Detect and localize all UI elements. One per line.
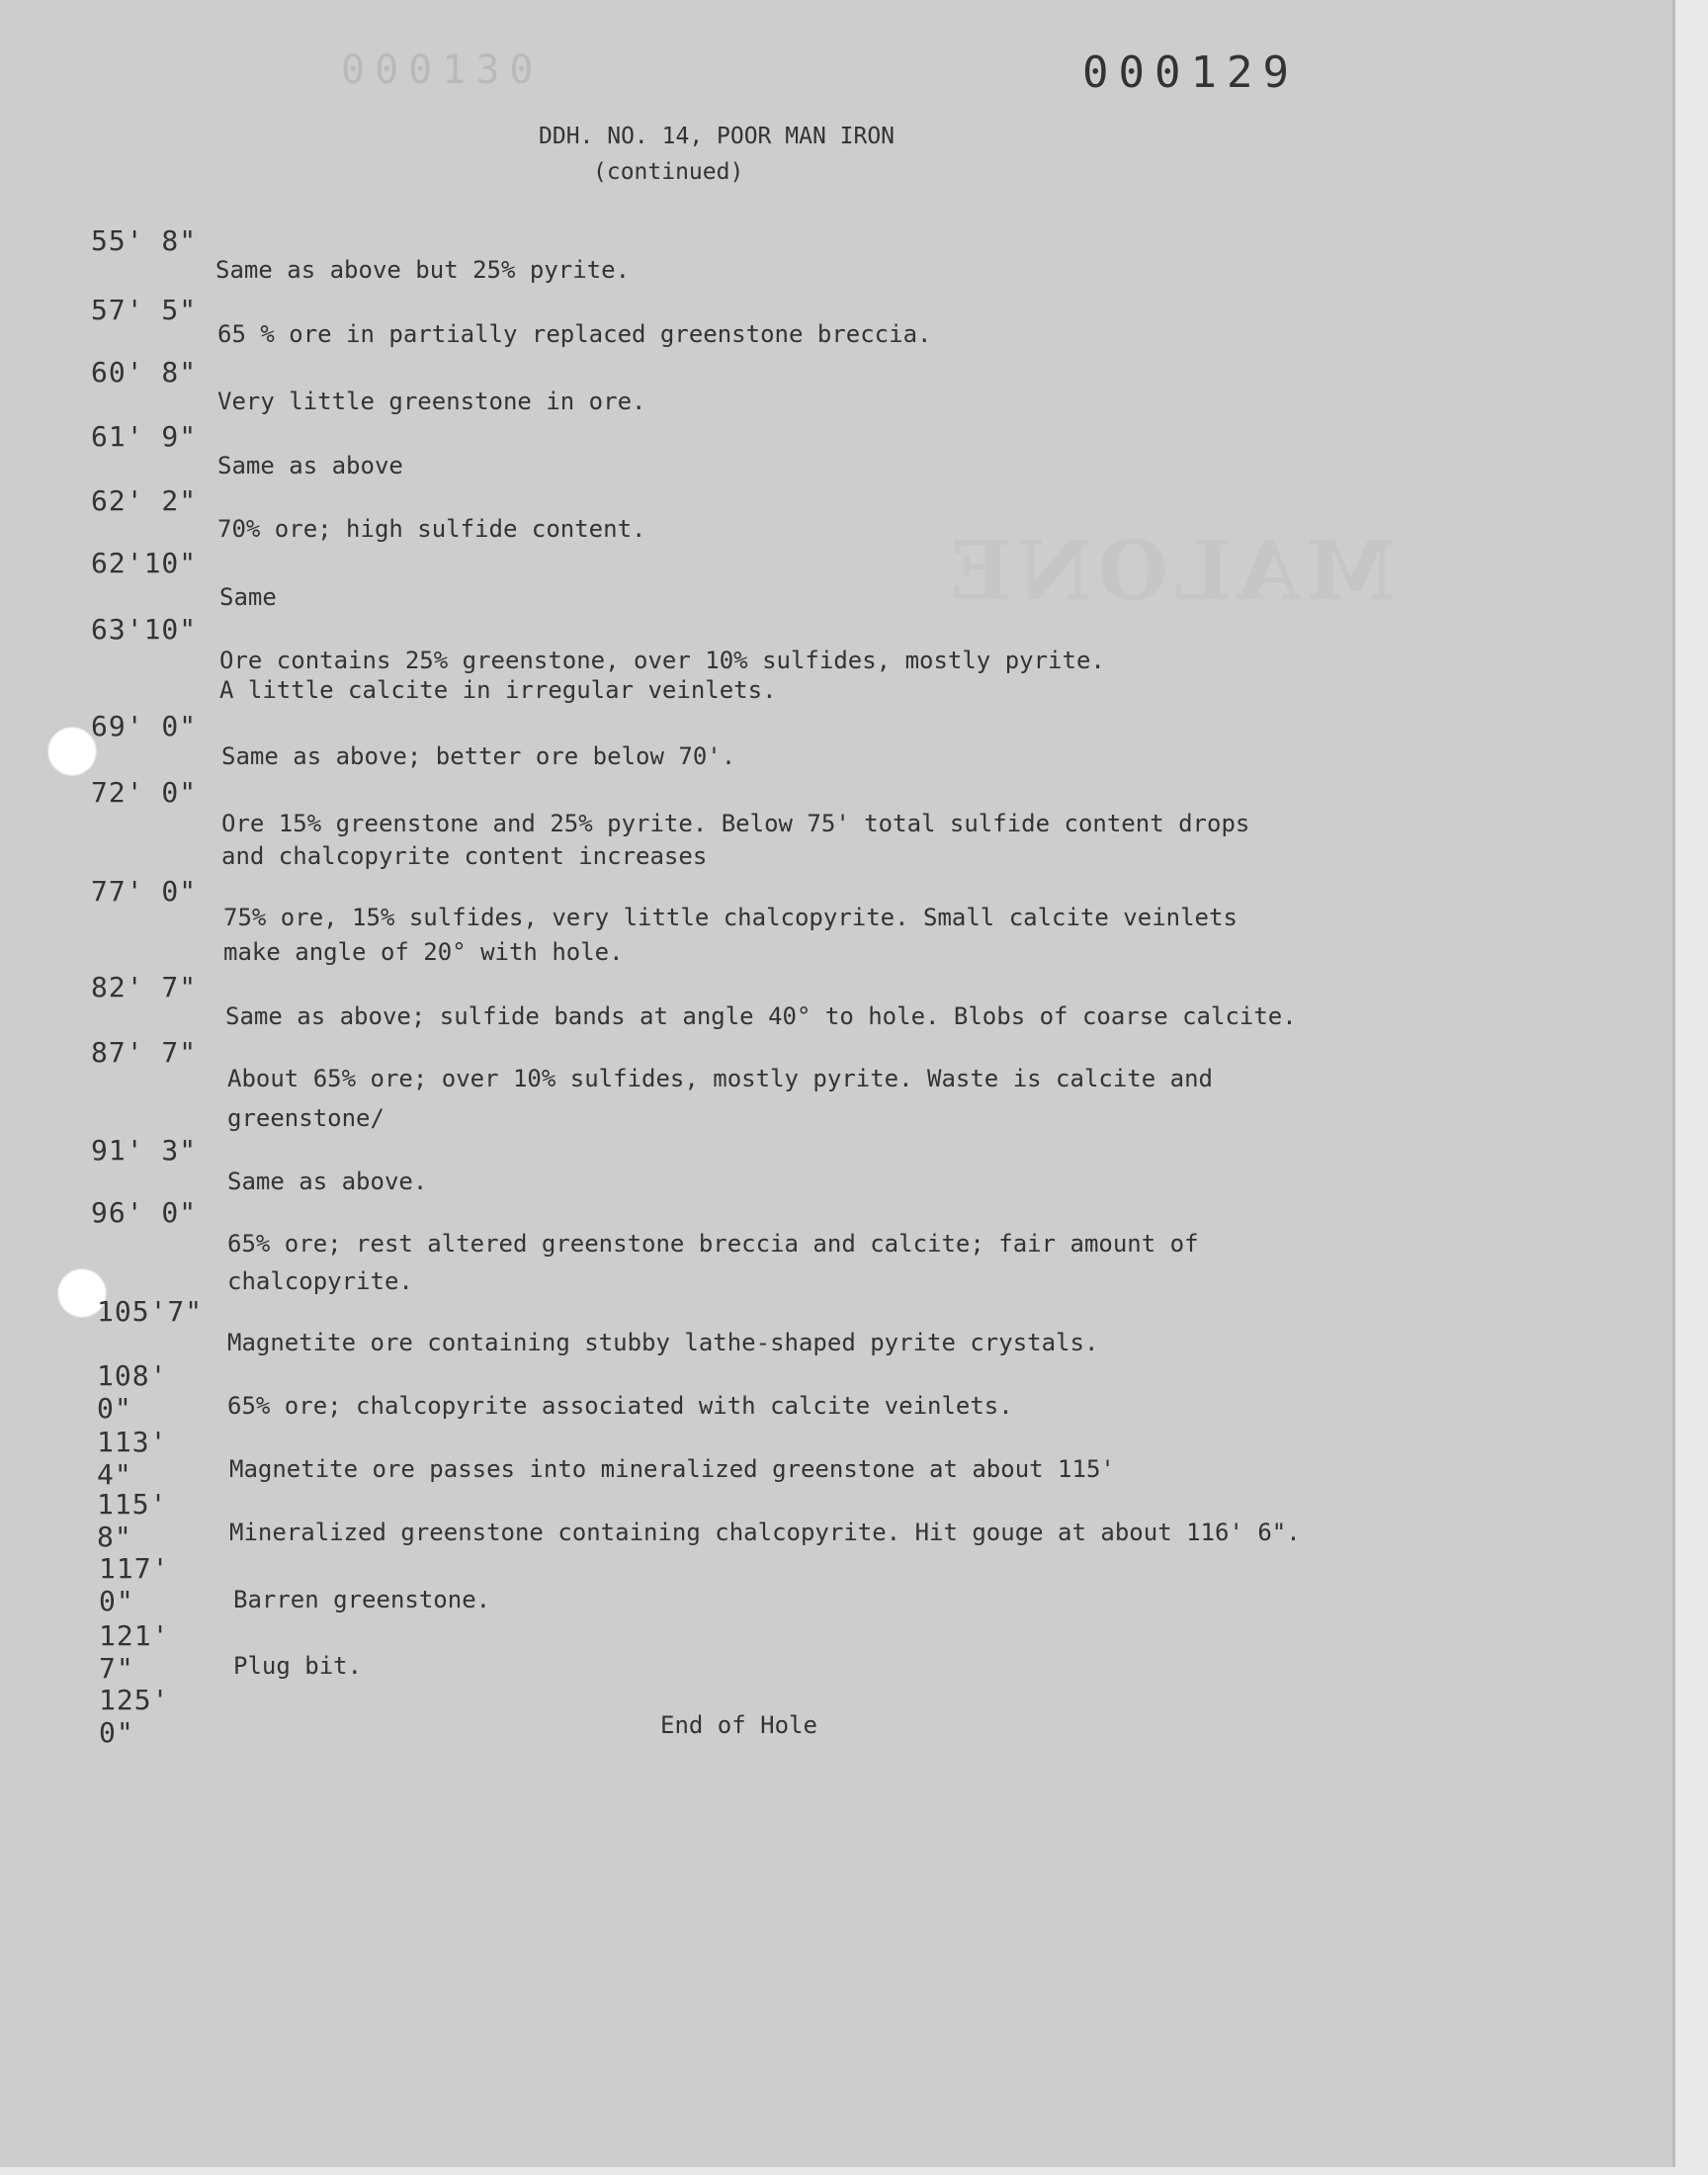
mirrored-watermark: MALONE <box>944 524 1396 619</box>
log-entry-line: Mineralized greenstone containing chalcopyrite. Hit gouge at about 116' 6". <box>229 1519 1301 1546</box>
log-entry-line: Very little greenstone in ore. <box>217 388 646 415</box>
log-entry-line: 65% ore; chalcopyrite associated with calcite veinlets. <box>227 1392 1013 1420</box>
punch-hole-top <box>47 727 97 776</box>
log-entry-line: A little calcite in irregular veinlets. <box>219 676 777 704</box>
depth-marker: 125' 0" <box>99 1684 170 1749</box>
depth-marker: 62' 2" <box>91 484 198 517</box>
depth-marker: 61' 9" <box>91 420 198 453</box>
document-heading <box>539 119 895 190</box>
depth-marker: 113' 4" <box>97 1426 168 1491</box>
depth-marker: 77' 0" <box>91 875 198 908</box>
depth-marker: 82' 7" <box>91 971 198 1003</box>
document-subtitle: (continued) <box>593 159 744 185</box>
depth-marker: 69' 0" <box>91 710 198 742</box>
depth-marker: 108' 0" <box>97 1359 168 1425</box>
depth-marker: 60' 8" <box>91 356 198 389</box>
log-entry-line: Same as above; better ore below 70'. <box>221 742 736 770</box>
log-entry-line: Ore 15% greenstone and 25% pyrite. Below 75' total sulfide content drops <box>221 810 1250 837</box>
log-entry-line: make angle of 20° with hole. <box>223 938 624 966</box>
log-entry-line: 75% ore, 15% sulfides, very little chalcopyrite. Small calcite veinlets <box>223 904 1238 931</box>
end-of-hole: End of Hole <box>660 1711 817 1739</box>
log-entry-line: 65 % ore in partially replaced greenstone breccia. <box>217 320 932 348</box>
log-entry-line: Magnetite ore containing stubby lathe-shaped pyrite crystals. <box>227 1329 1099 1356</box>
depth-marker: 55' 8" <box>91 224 198 257</box>
log-entry-line: Plug bit. <box>233 1652 363 1680</box>
depth-marker: 63'10" <box>91 613 198 646</box>
log-entry-line: chalcopyrite. <box>227 1267 413 1295</box>
log-entry-line: Same as above. <box>227 1168 428 1195</box>
log-entry-line: Same <box>219 583 277 611</box>
depth-marker: 87' 7" <box>91 1036 198 1069</box>
log-entry-line: and chalcopyrite content increases <box>221 842 708 870</box>
depth-marker: 57' 5" <box>91 294 198 326</box>
document-title: DDH. NO. 14, POOR MAN IRON <box>539 124 896 149</box>
depth-marker: 72' 0" <box>91 776 198 809</box>
log-entry-line: Same as above; sulfide bands at angle 40° to hole. Blobs of coarse calcite. <box>225 1002 1297 1030</box>
log-entry-line: Magnetite ore passes into mineralized greenstone at about 115' <box>229 1455 1115 1483</box>
log-entry-line: 65% ore; rest altered greenstone breccia and calcite; fair amount of <box>227 1230 1199 1258</box>
depth-marker: 115' 8" <box>97 1488 168 1553</box>
log-entry-line: About 65% ore; over 10% sulfides, mostly pyrite. Waste is calcite and <box>227 1065 1213 1092</box>
depth-marker: 62'10" <box>91 547 198 579</box>
log-entry-line: Ore contains 25% greenstone, over 10% sulfides, mostly pyrite. <box>219 647 1105 674</box>
log-entry-line: Barren greenstone. <box>233 1586 491 1613</box>
log-entry-line: 70% ore; high sulfide content. <box>217 515 646 543</box>
depth-marker: 117' 0" <box>99 1552 170 1617</box>
depth-marker: 96' 0" <box>91 1196 198 1229</box>
log-entry-line: Same as above but 25% pyrite. <box>215 256 631 284</box>
depth-marker: 91' 3" <box>91 1134 198 1167</box>
depth-marker: 121' 7" <box>99 1619 170 1685</box>
log-entry-line: Same as above <box>217 452 403 479</box>
log-entry-line: greenstone/ <box>227 1104 384 1132</box>
depth-marker: 105'7" <box>97 1295 204 1328</box>
faint-page-stamp: 000130 <box>341 47 544 93</box>
page-number-stamp: 000129 <box>1082 47 1299 98</box>
